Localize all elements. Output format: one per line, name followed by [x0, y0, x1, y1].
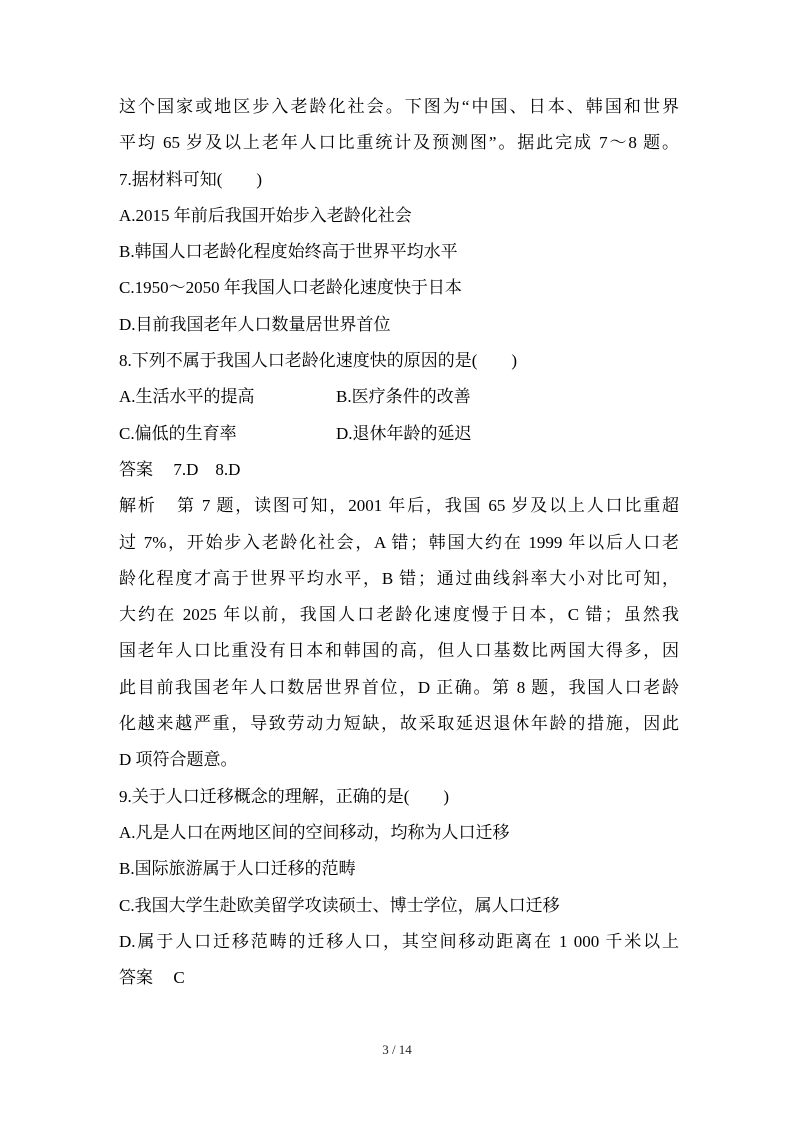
- analysis-line: D 项符合题意。: [119, 750, 238, 770]
- question-9-option-a: A.凡是人口在两地区间的空间移动，均称为人口迁移: [119, 822, 510, 842]
- answer-9: [119, 960, 679, 996]
- answer-value: C: [173, 968, 185, 988]
- question-7-option-a: A.2015 年前后我国开始步入老龄化社会: [119, 205, 412, 225]
- analysis-line: 大约在 2025 年以前，我国人口老龄化速度慢于日本，C 错；虽然我: [119, 605, 679, 625]
- question-9-option-c: C.我国大学生赴欧美留学攻读硕士、博士学位，属人口迁移: [119, 895, 560, 915]
- analysis-text: 第 7 题，读图可知，2001 年后，我国 65 岁及以上人口比重超: [177, 496, 680, 516]
- analysis-line: 龄化程度才高于世界平均水平，B 错；通过曲线斜率大小对比可知，: [119, 568, 679, 588]
- question-9-option-d: D.属于人口迁移范畴的迁移人口，其空间移动距离在 1 000 千米以上: [119, 931, 679, 951]
- analysis-line: 国老年人口比重没有日本和韩国的高，但人口基数比两国大得多，因: [119, 641, 679, 661]
- question-7-option-c: C.1950～2050 年我国人口老龄化速度快于日本: [119, 278, 462, 298]
- analysis-line: 过 7%，开始步入老龄化社会，A 错；韩国大约在 1999 年以后人口老: [119, 532, 679, 552]
- answer-label: 答案: [119, 459, 153, 479]
- intro-line: 这个国家或地区步入老龄化社会。下图为“中国、日本、韩国和世界: [119, 97, 679, 116]
- intro-line: 平均 65 岁及以上老年人口比重统计及预测图”。据此完成 7～8 题。: [119, 133, 679, 153]
- answer-value: 7.D 8.D: [173, 459, 241, 479]
- question-8-option-d: D.退休年龄的延迟: [336, 423, 472, 443]
- answer-label: 答案: [119, 968, 153, 988]
- question-8-options-row: [119, 416, 679, 452]
- question-8-options-row: [119, 379, 679, 415]
- page-content: [119, 89, 679, 996]
- answer-7-8: [119, 452, 679, 488]
- analysis-line: [119, 488, 679, 524]
- analysis-line: 此目前我国老年人口数居世界首位，D 正确。第 8 题，我国人口老龄: [119, 677, 679, 697]
- page-number: 3 / 14: [382, 1042, 412, 1057]
- question-8-option-b: B.医疗条件的改善: [336, 387, 471, 407]
- question-7-option-d: D.目前我国老年人口数量居世界首位: [119, 314, 391, 334]
- analysis-label: 解析: [119, 496, 157, 516]
- question-7-option-b: B.韩国人口老龄化程度始终高于世界平均水平: [119, 242, 458, 262]
- question-9-stem: 9.关于人口迁移概念的理解，正确的是( ): [119, 786, 450, 806]
- question-8-option-a: A.生活水平的提高: [119, 387, 255, 407]
- question-8-option-c: C.偏低的生育率: [119, 423, 237, 443]
- question-8-stem: 8.下列不属于我国人口老龄化速度快的原因的是( ): [119, 351, 518, 371]
- question-9-option-b: B.国际旅游属于人口迁移的范畴: [119, 859, 356, 879]
- question-7-stem: 7.据材料可知( ): [119, 169, 263, 189]
- analysis-line: 化越来越严重，导致劳动力短缺，故采取延迟退休年龄的措施，因此: [119, 714, 679, 734]
